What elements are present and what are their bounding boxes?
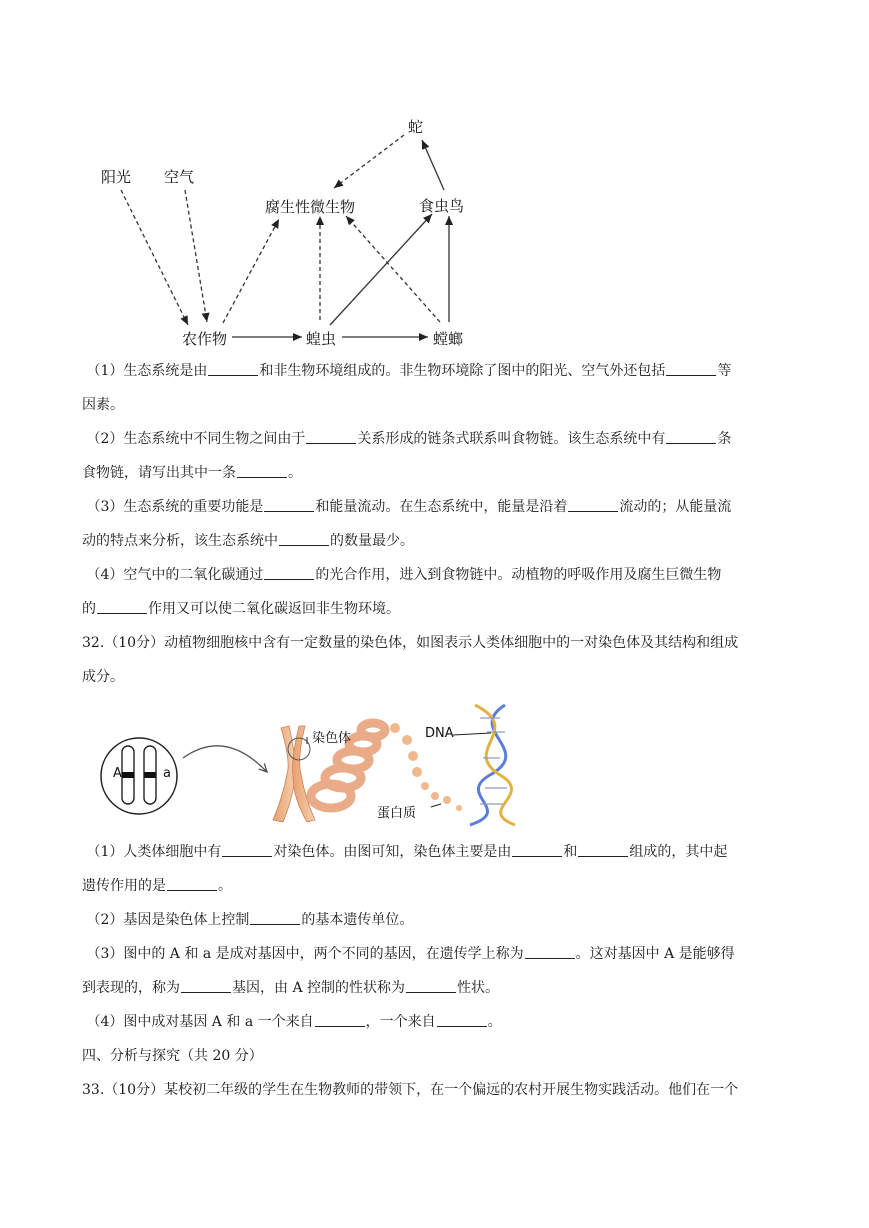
text: 因素。 (82, 397, 124, 413)
q32-stem-line2 (82, 660, 792, 694)
text: 性状。 (457, 980, 500, 996)
text: 。这对基因中 A 是能够得 (575, 946, 735, 962)
text: （1）人类体细胞中有 (86, 844, 222, 860)
q31-p2-line2 (82, 456, 792, 490)
text: 组成的，其中起 (629, 844, 728, 860)
answer-blank[interactable] (306, 429, 356, 444)
text: 和非生物环境组成的。非生物环境除了图中的阳光、空气外还包括 (259, 363, 666, 379)
arrow-bird-to-snake (422, 140, 444, 190)
q33-stem: 33.（10分）某校初二年级的学生在生物教师的带领下，在一个偏远的农村开展生物实践活动。他们在一个 (82, 1082, 739, 1098)
dna-helix (470, 705, 515, 825)
arrow-snake-to-decomposer (334, 135, 404, 188)
answer-blank[interactable] (666, 429, 716, 444)
q32-p3-line1 (82, 937, 792, 971)
answer-blank[interactable] (437, 1012, 487, 1027)
chromosome-label: 染色体 (312, 731, 352, 746)
text: 的 (82, 601, 96, 617)
leader-dna (453, 733, 491, 735)
answer-blank[interactable] (97, 599, 147, 614)
text: 成分。 (82, 669, 124, 685)
text: 的光合作用，进入到食物链中。动植物的呼吸作用及腐生巨微生物 (315, 567, 722, 583)
node-snake: 蛇 (408, 118, 424, 136)
text: ，一个来自 (365, 1014, 436, 1030)
text: （3）图中的 A 和 a 是成对基因中，两个不同的基因，在遗传学上称为 (86, 946, 524, 962)
q32-stem-line1 (82, 626, 792, 660)
protein-label: 蛋白质 (377, 806, 417, 821)
answer-blank[interactable] (264, 497, 314, 512)
text: 到表现的，称为 (82, 980, 180, 996)
text: （1）生态系统是由 (86, 363, 208, 379)
text: 。 (487, 1014, 502, 1030)
text: （2）生态系统中不同生物之间由于 (86, 431, 306, 447)
answer-blank[interactable] (222, 842, 272, 857)
text: 流动的；从能量流 (619, 499, 732, 515)
text: 遗传作用的是 (82, 878, 166, 894)
text: 作用又可以使二氧化碳返回非生物环境。 (148, 601, 400, 617)
q31-p3-line1 (82, 490, 792, 524)
gene-band-left (122, 772, 134, 778)
answer-blank[interactable] (406, 978, 456, 993)
x-chromosome (273, 726, 315, 822)
text: 。 (218, 878, 232, 894)
q32-p4-line (82, 1005, 792, 1039)
text: 的数量最少。 (330, 533, 414, 549)
answer-blank[interactable] (279, 531, 329, 546)
answer-blank[interactable] (250, 910, 300, 925)
allele-left-label: A (113, 766, 122, 781)
arrow-mantis-to-decomposer (346, 216, 440, 322)
answer-blank[interactable] (578, 842, 628, 857)
dna-label: DNA (425, 726, 454, 741)
answer-blank[interactable] (237, 463, 287, 478)
text: 和 (563, 844, 578, 860)
q31-p4-line1 (82, 558, 792, 592)
q31-sub-questions (82, 354, 792, 694)
text: 基因，由 A 控制的性状称为 (232, 980, 406, 996)
answer-blank[interactable] (315, 1012, 365, 1027)
node-sun: 阳光 (101, 168, 132, 186)
text: 和能量流动。在生态系统中，能量是沿着 (315, 499, 568, 515)
text: 对染色体。由图可知，染色体主要是由 (273, 844, 512, 860)
answer-blank[interactable] (525, 944, 575, 959)
text: （2）基因是染色体上控制 (86, 912, 250, 928)
arrow-sun-to-crop (121, 190, 188, 325)
arrow-air-to-crop (185, 190, 207, 322)
text: 。 (288, 465, 302, 481)
answer-blank[interactable] (181, 978, 231, 993)
gene-band-right (144, 772, 156, 778)
chromosome-figure (95, 700, 525, 830)
q32-p1-line2 (82, 869, 792, 903)
text: （4）空气中的二氧化碳通过 (86, 567, 264, 583)
node-bird: 食虫鸟 (419, 197, 465, 215)
text: 动的特点来分析，该生态系统中 (82, 533, 278, 549)
q31-p1-line1 (82, 354, 792, 388)
node-air: 空气 (164, 168, 195, 186)
answer-blank[interactable] (208, 361, 258, 376)
answer-blank[interactable] (167, 876, 217, 891)
node-crop: 农作物 (182, 330, 228, 348)
text: 的基本遗传单位。 (301, 912, 414, 928)
q31-p1-line2 (82, 388, 792, 422)
text: （4）图中成对基因 A 和 a 一个来自 (86, 1014, 314, 1030)
q32-p2-line (82, 903, 792, 937)
arrow-crop-to-decomposer (223, 219, 279, 323)
node-mantis: 螳螂 (433, 330, 464, 348)
q32-p3-line2 (82, 971, 792, 1005)
answer-blank[interactable] (568, 497, 618, 512)
section-heading: 四、分析与探究（共 20 分） (82, 1048, 263, 1064)
node-decomposer: 腐生性微生物 (265, 198, 356, 216)
q32-p1-line1 (82, 835, 792, 869)
leader-protein (431, 804, 441, 807)
curved-arrow (183, 746, 267, 772)
node-locust: 蝗虫 (306, 330, 337, 348)
q31-p2-line1 (82, 422, 792, 456)
text: 食物链，请写出其中一条 (82, 465, 236, 481)
answer-blank[interactable] (512, 842, 562, 857)
q31-p4-line2 (82, 592, 792, 626)
allele-right-label: a (163, 766, 171, 781)
q32-sub-questions (82, 835, 792, 1107)
text: 条 (717, 431, 732, 447)
text: 等 (717, 363, 732, 379)
answer-blank[interactable] (264, 565, 314, 580)
text: 关系形成的链条式联系叫食物链。该生态系统中有 (357, 431, 666, 447)
answer-blank[interactable] (666, 361, 716, 376)
text: （3）生态系统的重要功能是 (86, 499, 264, 515)
q31-p3-line2 (82, 524, 792, 558)
arrow-locust-to-bird (330, 214, 432, 325)
text: 32.（10分）动植物细胞核中含有一定数量的染色体，如图表示人类体细胞中的一对染色体及其结构和组成 (82, 635, 739, 651)
